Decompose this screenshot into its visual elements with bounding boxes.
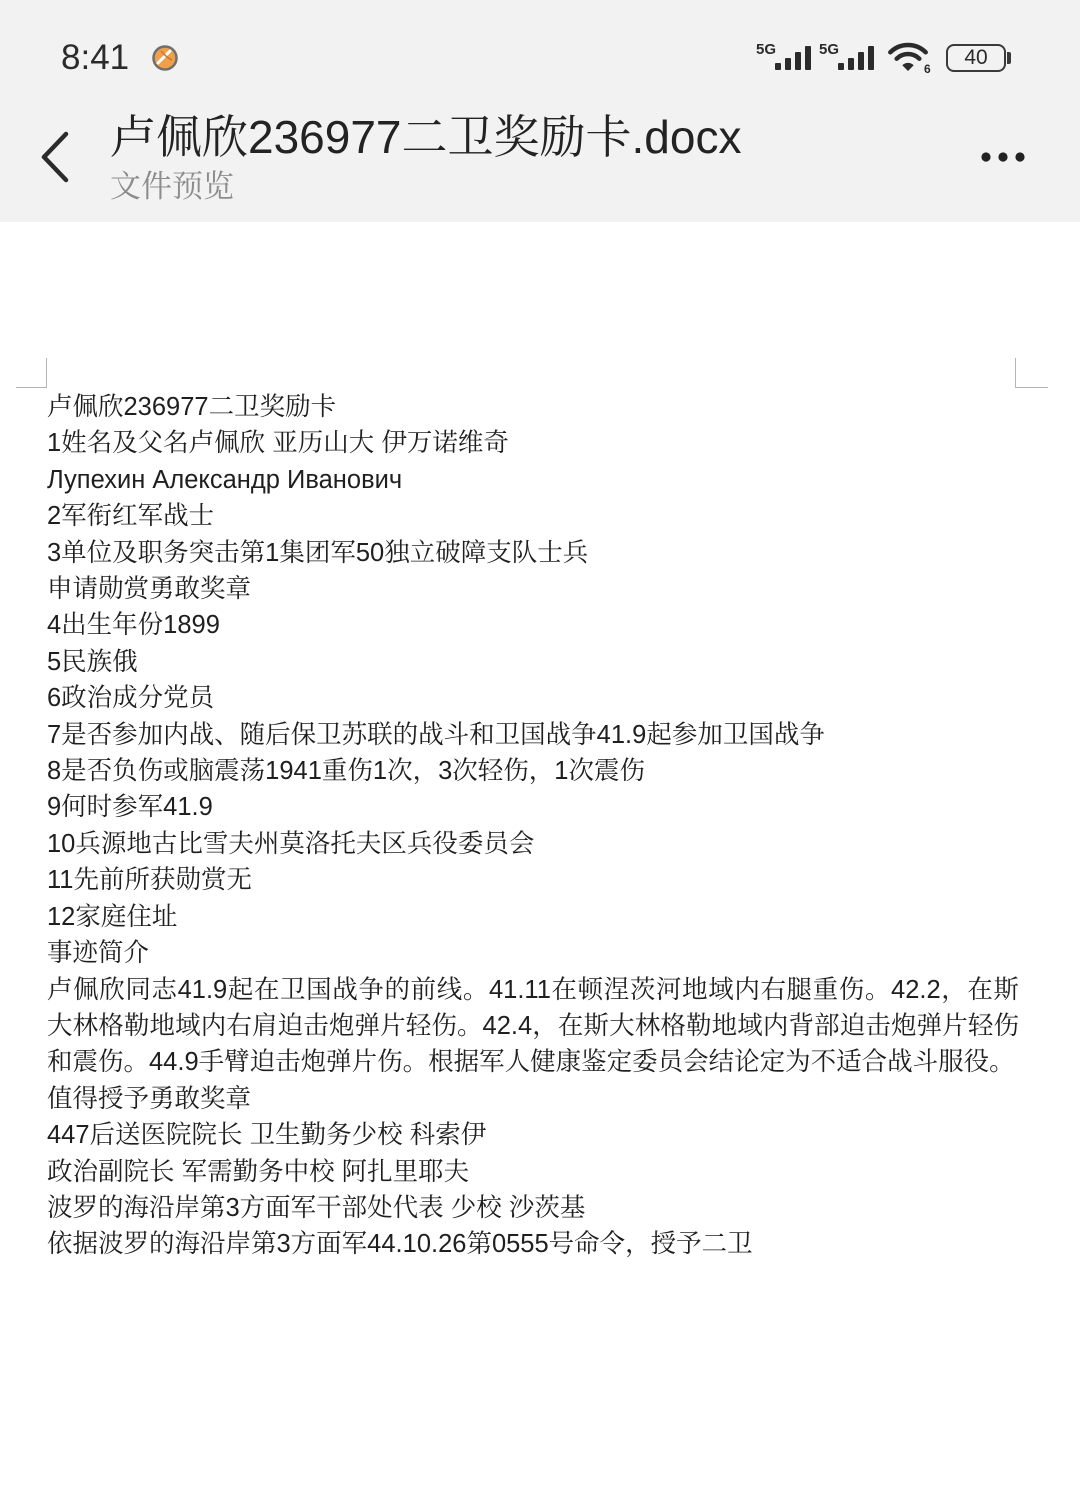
document-line: 依据波罗的海沿岸第3方面军44.10.26第0555号命令，授予二卫 <box>47 1230 753 1259</box>
status-time: 8:41 <box>61 38 130 77</box>
signal-bar <box>868 46 874 70</box>
wifi-standard-badge: 6 <box>924 62 931 74</box>
document-heading: 卢佩欣236977二卫奖励卡 <box>47 393 337 421</box>
app-notification-icon <box>151 44 179 72</box>
more-dots-icon <box>972 140 1034 174</box>
summary-paragraph: 卢佩欣同志41.9起在卫国战争的前线。41.11在顿涅茨河地域内右腿重伤。42.2，在斯大林格勒地域内右肩迫击炮弹片轻伤。42.4，在斯大林格勒地域内背部迫击炮弹片轻伤和震伤。44.9手臂迫击炮弹片伤。根据军人健康鉴定委员会结论定为不适合战斗服役。 <box>47 975 1019 1077</box>
signal-bar <box>795 52 801 70</box>
document-line: 11先前所获勋赏无 <box>47 866 252 895</box>
document-line: 447后送医院院长 卫生勤务少校 科索伊 <box>47 1121 487 1150</box>
document-body <box>47 389 1019 1263</box>
document-line: 6政治成分党员 <box>47 684 215 713</box>
document-line: 9何时参军41.9 <box>47 793 213 822</box>
signal-bar <box>858 52 864 70</box>
network-type-label: 5G <box>819 41 840 58</box>
back-button[interactable] <box>30 122 82 192</box>
file-preview-subtitle: 文件预览 <box>110 169 234 204</box>
cellular-signal-icon <box>756 40 814 72</box>
document-line: 7是否参加内战、随后保卫苏联的战斗和卫国战争41.9起参加卫国战争 <box>47 720 825 749</box>
more-options-button[interactable] <box>972 140 1034 174</box>
document-line: 4出生年份1899 <box>47 611 220 640</box>
battery-tip <box>1007 52 1011 64</box>
document-line: 3单位及职务突击第1集团军50独立破障支队士兵 <box>47 538 589 567</box>
document-line: 12家庭住址 <box>47 902 178 931</box>
cellular-signal-icon <box>819 40 877 72</box>
app-header <box>0 0 1080 222</box>
crop-mark-top-right <box>1015 358 1048 388</box>
document-line: 1姓名及父名卢佩欣 亚历山大 伊万诺维奇 <box>47 429 509 458</box>
document-line: 5民族俄 <box>47 647 138 676</box>
document-line: 申请勋赏勇敢奖章 <box>47 575 252 604</box>
signal-bar <box>805 46 811 70</box>
document-line: 政治副院长 军需勤务中校 阿扎里耶夫 <box>47 1157 470 1186</box>
document-line: 2军衔红军战士 <box>47 502 215 531</box>
network-type-label: 5G <box>756 41 777 58</box>
document-line: 10兵源地古比雪夫州莫洛托夫区兵役委员会 <box>47 829 535 858</box>
summary-heading: 事迹简介 <box>47 939 150 968</box>
crop-mark-top-left <box>16 358 47 388</box>
file-title: 卢佩欣236977二卫奖励卡.docx <box>110 111 742 163</box>
signal-bar <box>848 58 854 70</box>
document-line: Лупехин Александр Иванович <box>47 465 403 494</box>
battery-icon <box>946 44 1006 72</box>
signal-bar <box>785 58 791 70</box>
wifi-icon <box>888 40 934 74</box>
signal-bar <box>838 63 844 70</box>
back-arrow-icon <box>30 122 82 192</box>
battery-level: 40 <box>964 46 988 69</box>
document-preview[interactable] <box>0 222 1080 1512</box>
document-line: 8是否负伤或脑震荡1941重伤1次，3次轻伤，1次震伤 <box>47 757 645 786</box>
document-line: 值得授予勇敢奖章 <box>47 1084 252 1113</box>
signal-bar <box>775 63 781 70</box>
document-line: 波罗的海沿岸第3方面军干部处代表 少校 沙茨基 <box>47 1193 586 1222</box>
